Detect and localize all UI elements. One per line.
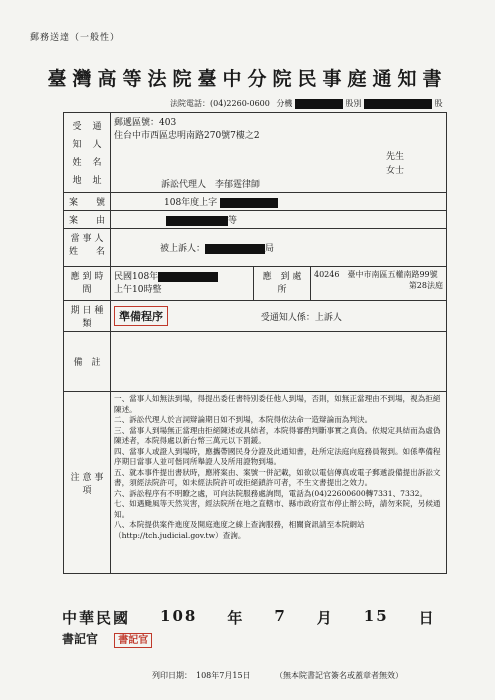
category-label: 期 日 種 類 bbox=[64, 301, 111, 332]
court-phone-line bbox=[170, 98, 443, 109]
title-female: 女士 bbox=[385, 166, 404, 176]
clerk-seal: 書記官 bbox=[114, 633, 152, 648]
redacted-case-number bbox=[220, 198, 278, 208]
agent: 訴訟代理人 李郁霆律師 bbox=[161, 180, 261, 190]
validity-note: （無本院書記官簽名或蓋章者無效） bbox=[275, 671, 403, 680]
appear-time-label: 應 到 時 間 bbox=[64, 267, 111, 301]
party-info: 被上訴人： 局 bbox=[111, 229, 447, 267]
page-title: 臺灣高等法院臺中分院民事庭通知書 bbox=[47, 68, 448, 90]
category-value: 準備程序 bbox=[114, 306, 168, 326]
recipient-info bbox=[111, 113, 447, 193]
clerk-label: 書記官 書記官 bbox=[62, 630, 152, 647]
note-item: 一、當事人如無法到場，得提出委任書特別委任他人到場，否則，如無正當理由不到場，視為拒絕陳述。 bbox=[114, 394, 441, 414]
redacted-unit bbox=[364, 99, 432, 109]
case-reason-label: 案 由 bbox=[64, 211, 111, 229]
category-info bbox=[111, 301, 447, 332]
notes-label: 注 意 事 項 bbox=[64, 392, 111, 574]
phone-label: 法院電話： bbox=[170, 99, 210, 108]
remarks-value bbox=[111, 332, 447, 392]
redacted-case-reason bbox=[166, 216, 228, 226]
note-item: 三、當事人到場無正當理由拒絕陳述或具結者，本院得審酌判斷事實之真偽。依規定具結而為虛偽陳述者，本院得處以新台幣三萬元以下罰鍰。 bbox=[114, 425, 441, 445]
notes-list bbox=[111, 392, 447, 574]
case-number: 108年度上字 bbox=[111, 193, 447, 211]
branch-label: 分機 bbox=[276, 99, 293, 108]
unit-suffix: 股 bbox=[434, 99, 443, 108]
postal-code: 郵遞區號：403 bbox=[114, 118, 177, 128]
unit-label: 股別 bbox=[345, 99, 362, 108]
appear-time: 民國108年 上午10時整 bbox=[111, 267, 254, 301]
redacted-date bbox=[158, 272, 218, 282]
notice-table bbox=[63, 112, 447, 574]
note-item: 四、當事人或證人到場時，應攜帶國民身分證及此通知書，赴所定法庭向庭務員報到。如係準備程序期日當事人並可偕同所舉證人及所用證物到場。 bbox=[114, 446, 441, 466]
note-item: 七、如遇颱風等天然災害，經法院所在地之直轄市、縣市政府宣布停止辦公時，請勿來院，另候通知。 bbox=[114, 499, 441, 519]
party-label: 當 事 人 姓 名 bbox=[64, 229, 111, 267]
address: 住台中市西區忠明南路270號7樓之2 bbox=[114, 131, 260, 141]
redacted-appellee bbox=[205, 244, 265, 254]
title-male: 先生 bbox=[385, 152, 404, 162]
print-date: 列印日期： 108年7月15日 bbox=[152, 671, 251, 680]
court-room: 第28法庭 bbox=[408, 281, 443, 290]
case-number-label: 案 號 bbox=[64, 193, 111, 211]
note-item: 八、本院提供案件進度及開庭進度之線上查詢服務，相關資訊請至本院網站（http://tch.judicial.gov.tw）查詢。 bbox=[114, 520, 365, 540]
recipient-label: 受 通 知 人 姓 名 地 址 bbox=[64, 113, 111, 193]
note-item: 二、訴訟代理人於言詞辯論期日如不到場，本院得依法命一造辯論而為判決。 bbox=[114, 415, 373, 424]
case-reason: 等 bbox=[111, 211, 447, 229]
notified-as: 受通知人係：上訴人 bbox=[260, 313, 342, 323]
note-item: 六、訴訟程序有不明瞭之處，可向法院服務處詢問，電話為(04)22600600轉7331、7332。 bbox=[114, 488, 428, 498]
issue-date: 中華民國 108 年 7 月 15 日 bbox=[62, 607, 436, 627]
postal-type: 郵務送達（一般性） bbox=[30, 33, 121, 43]
appear-place-label: 應 到 處 所 bbox=[254, 267, 311, 301]
phone-number: (04)2260-0600 bbox=[210, 99, 270, 108]
note-item: 五、就本事件提出書狀時，應將案由、案號一併記載，如欲以電信傳真或電子郵遞設備提出訴訟文書，須經法院許可，如未經法院許可或拒絕鎖許可者，不生文書提出之效力。 bbox=[114, 467, 441, 487]
redacted-branch bbox=[295, 99, 343, 109]
appear-place: 40246 臺中市南區五權南路99號 第28法庭 bbox=[311, 267, 447, 301]
remarks-label: 備 註 bbox=[64, 332, 111, 392]
